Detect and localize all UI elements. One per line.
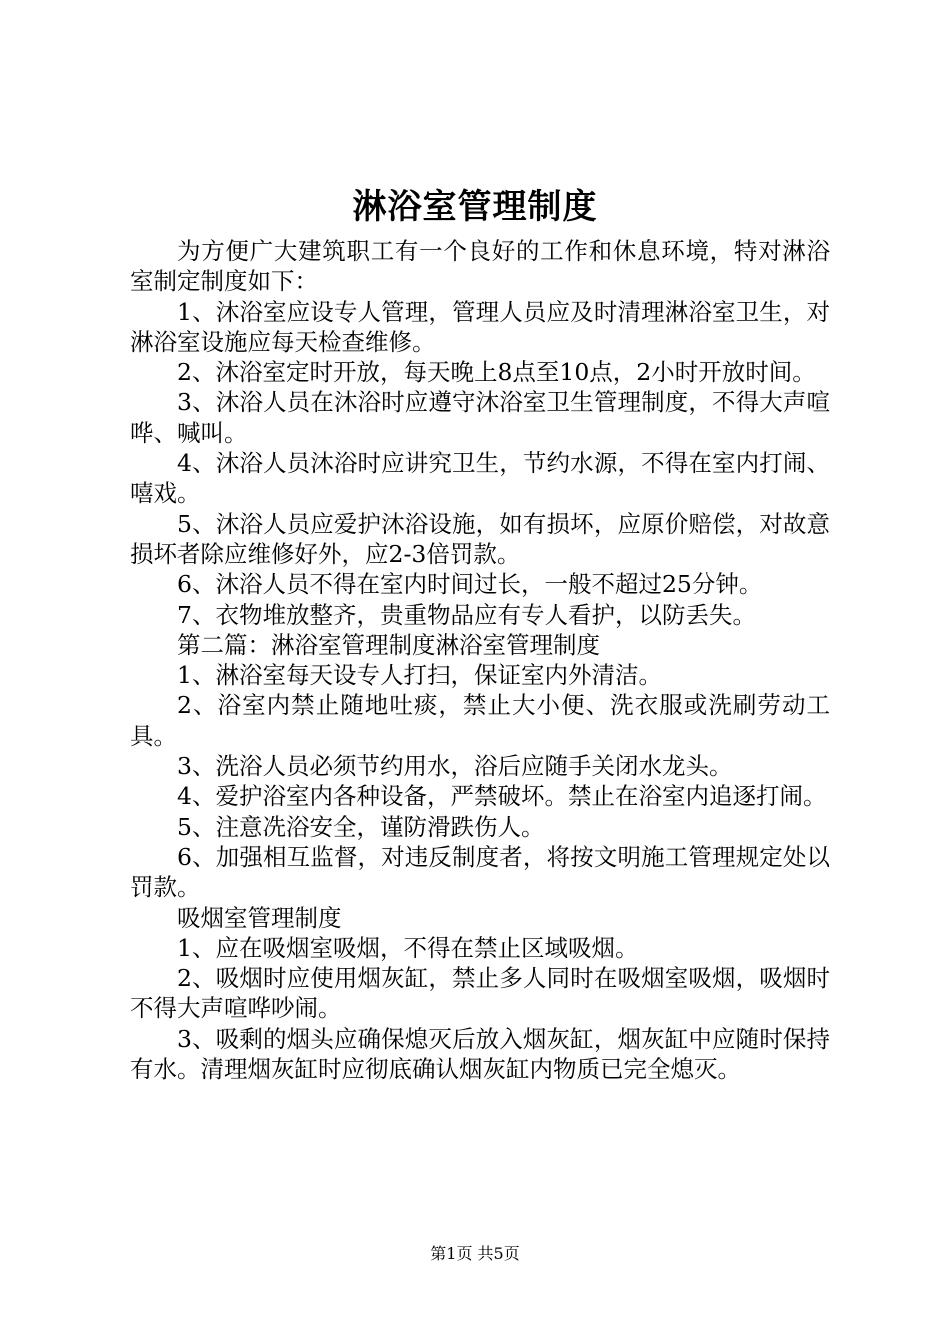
paragraph-item: 2、吸烟时应使用烟灰缸，禁止多人同时在吸烟室吸烟，吸烟时不得大声喧哗吵闹。: [130, 964, 830, 1023]
paragraph-item: 2、沐浴室定时开放，每天晚上8点至10点，2小时开放时间。: [177, 358, 816, 387]
paragraph-item: 7、衣物堆放整齐，贵重物品应有专人看护，以防丢失。: [177, 600, 756, 629]
paragraph-item: 6、加强相互监督，对违反制度者，将按文明施工管理规定处以罚款。: [130, 842, 830, 902]
paragraph-item: 4、沐浴人员沐浴时应讲究卫生，节约水源，不得在室内打闹、嘻戏。: [130, 449, 830, 508]
paragraph-item: 5、沐浴人员应爱护沐浴设施，如有损坏，应原价赔偿，对故意损坏者除应维修好外，应2-3倍罚款。: [130, 509, 830, 568]
paragraph-item: 3、吸剩的烟头应确保熄灭后放入烟灰缸，烟灰缸中应随时保持有水。清理烟灰缸时应彻底确认烟灰缸内物质已完全熄灭。: [130, 1024, 830, 1084]
paragraph-item: 1、应在吸烟室吸烟，不得在禁止区域吸烟。: [177, 933, 639, 962]
section-heading: 吸烟室管理制度: [177, 903, 342, 932]
paragraph-intro: 为方便广大建筑职工有一个良好的工作和休息环境，特对淋浴室制定制度如下：: [130, 237, 830, 296]
paragraph-item: 6、沐浴人员不得在室内时间过长，一般不超过25分钟。: [177, 570, 763, 599]
paragraph-item: 1、沐浴室应设专人管理，管理人员应及时清理淋浴室卫生，对淋浴室设施应每天检查维修。: [130, 297, 830, 356]
page-number-footer: 第1页 共5页: [430, 1244, 520, 1263]
paragraph-item: 4、爱护浴室内各种设备，严禁破坏。禁止在浴室内追逐打闹。: [177, 782, 827, 811]
section-heading: 第二篇：淋浴室管理制度淋浴室管理制度: [177, 630, 600, 659]
paragraph-item: 3、洗浴人员必须节约用水，浴后应随手关闭水龙头。: [177, 752, 733, 781]
paragraph-item: 5、注意冼浴安全，谨防滑跌伤人。: [177, 812, 545, 841]
document-title: 淋浴室管理制度: [352, 187, 598, 227]
paragraph-item: 2、浴室内禁止随地吐痰，禁止大小便、洗衣服或洗刷劳动工具。: [130, 691, 830, 750]
paragraph-item: 1、淋浴室每天设专人打扫，保证室内外清洁。: [177, 661, 662, 690]
document-body: [130, 236, 830, 1084]
paragraph-item: 3、沐浴人员在沐浴时应遵守沐浴室卫生管理制度，不得大声喧哗、喊叫。: [130, 388, 830, 447]
